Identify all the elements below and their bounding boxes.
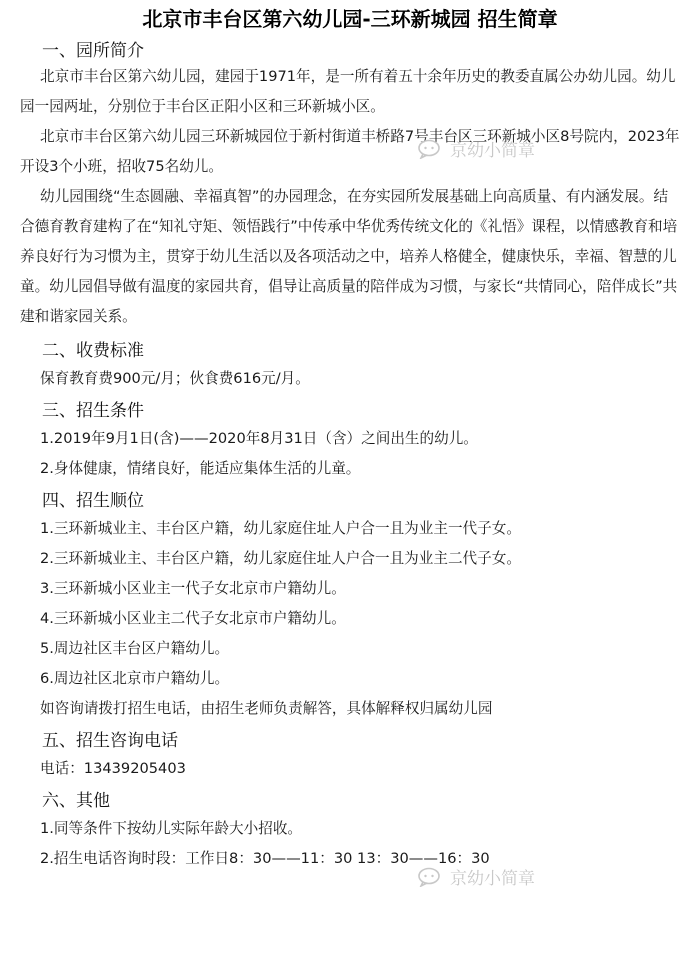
section-heading-other: 六、其他 bbox=[42, 791, 110, 811]
other-line-1: 1.同等条件下按幼儿实际年龄大小招收。 bbox=[40, 820, 303, 837]
section-heading-fees: 二、收费标准 bbox=[42, 341, 144, 361]
chat-bubble-icon bbox=[418, 867, 444, 887]
section-heading-priority: 四、招生顺位 bbox=[42, 491, 144, 511]
other-line-2: 2.招生电话咨询时段：工作日8：30——11：30 13：30——16：30 bbox=[40, 850, 490, 867]
intro-paragraph-2: 北京市丰台区第六幼儿园三环新城园位于新村街道丰桥路7号丰台区三环新城小区8号院内，2023年开设3个小班，招收75名幼儿。 bbox=[20, 128, 680, 175]
document-title: 北京市丰台区第六幼儿园-三环新城园 招生简章 bbox=[142, 7, 558, 31]
intro-paragraph-1: 北京市丰台区第六幼儿园，建园于1971年，是一所有着五十余年历史的教委直属公办幼儿园。幼儿园一园两址，分别位于丰台区正阳小区和三环新城小区。 bbox=[20, 68, 676, 115]
watermark-bottom bbox=[418, 864, 535, 889]
priority-note: 如咨询请拨打招生电话，由招生老师负责解答，具体解释权归属幼儿园 bbox=[40, 700, 493, 717]
priority-line-2: 2.三环新城业主、丰台区户籍，幼儿家庭住址人户合一且为业主二代子女。 bbox=[40, 550, 521, 567]
section-heading-phone: 五、招生咨询电话 bbox=[42, 731, 178, 751]
fees-line: 保育教育费900元/月；伙食费616元/月。 bbox=[40, 370, 310, 387]
chat-bubble-icon bbox=[418, 139, 444, 159]
priority-line-1: 1.三环新城业主、丰台区户籍，幼儿家庭住址人户合一且为业主一代子女。 bbox=[40, 520, 521, 537]
section-heading-intro: 一、园所简介 bbox=[42, 41, 144, 61]
watermark-text: 京幼小简章 bbox=[450, 869, 535, 889]
priority-line-3: 3.三环新城小区业主一代子女北京市户籍幼儿。 bbox=[40, 580, 346, 597]
priority-line-6: 6.周边社区北京市户籍幼儿。 bbox=[40, 670, 230, 687]
section-heading-conditions: 三、招生条件 bbox=[42, 401, 144, 421]
watermark-text: 京幼小简章 bbox=[450, 141, 535, 161]
priority-line-5: 5.周边社区丰台区户籍幼儿。 bbox=[40, 640, 230, 657]
intro-paragraph-3: 幼儿园围绕“生态圆融、幸福真智”的办园理念，在夯实园所发展基础上向高质量、有内涵发展。结合德育教育建构了在“知礼守矩、领悟践行”中传承中华优秀传统文化的《礼悟》课程，以情感教育和培养良好行为习惯为主，贯穿于幼儿生活以及各项活动之中，培养人格健全，健康快乐，幸福、智慧的儿童。幼儿园倡导做有温度的家园共育，倡导让高质量的陪伴成为习惯，与家长“共情同心，陪伴成长”共建和谐家园关系。 bbox=[20, 188, 678, 325]
phone-line: 电话：13439205403 bbox=[40, 760, 186, 777]
condition-line-1: 1.2019年9月1日(含)——2020年8月31日（含）之间出生的幼儿。 bbox=[40, 430, 478, 447]
condition-line-2: 2.身体健康，情绪良好，能适应集体生活的儿童。 bbox=[40, 460, 361, 477]
priority-line-4: 4.三环新城小区业主二代子女北京市户籍幼儿。 bbox=[40, 610, 346, 627]
watermark-top bbox=[418, 136, 535, 161]
